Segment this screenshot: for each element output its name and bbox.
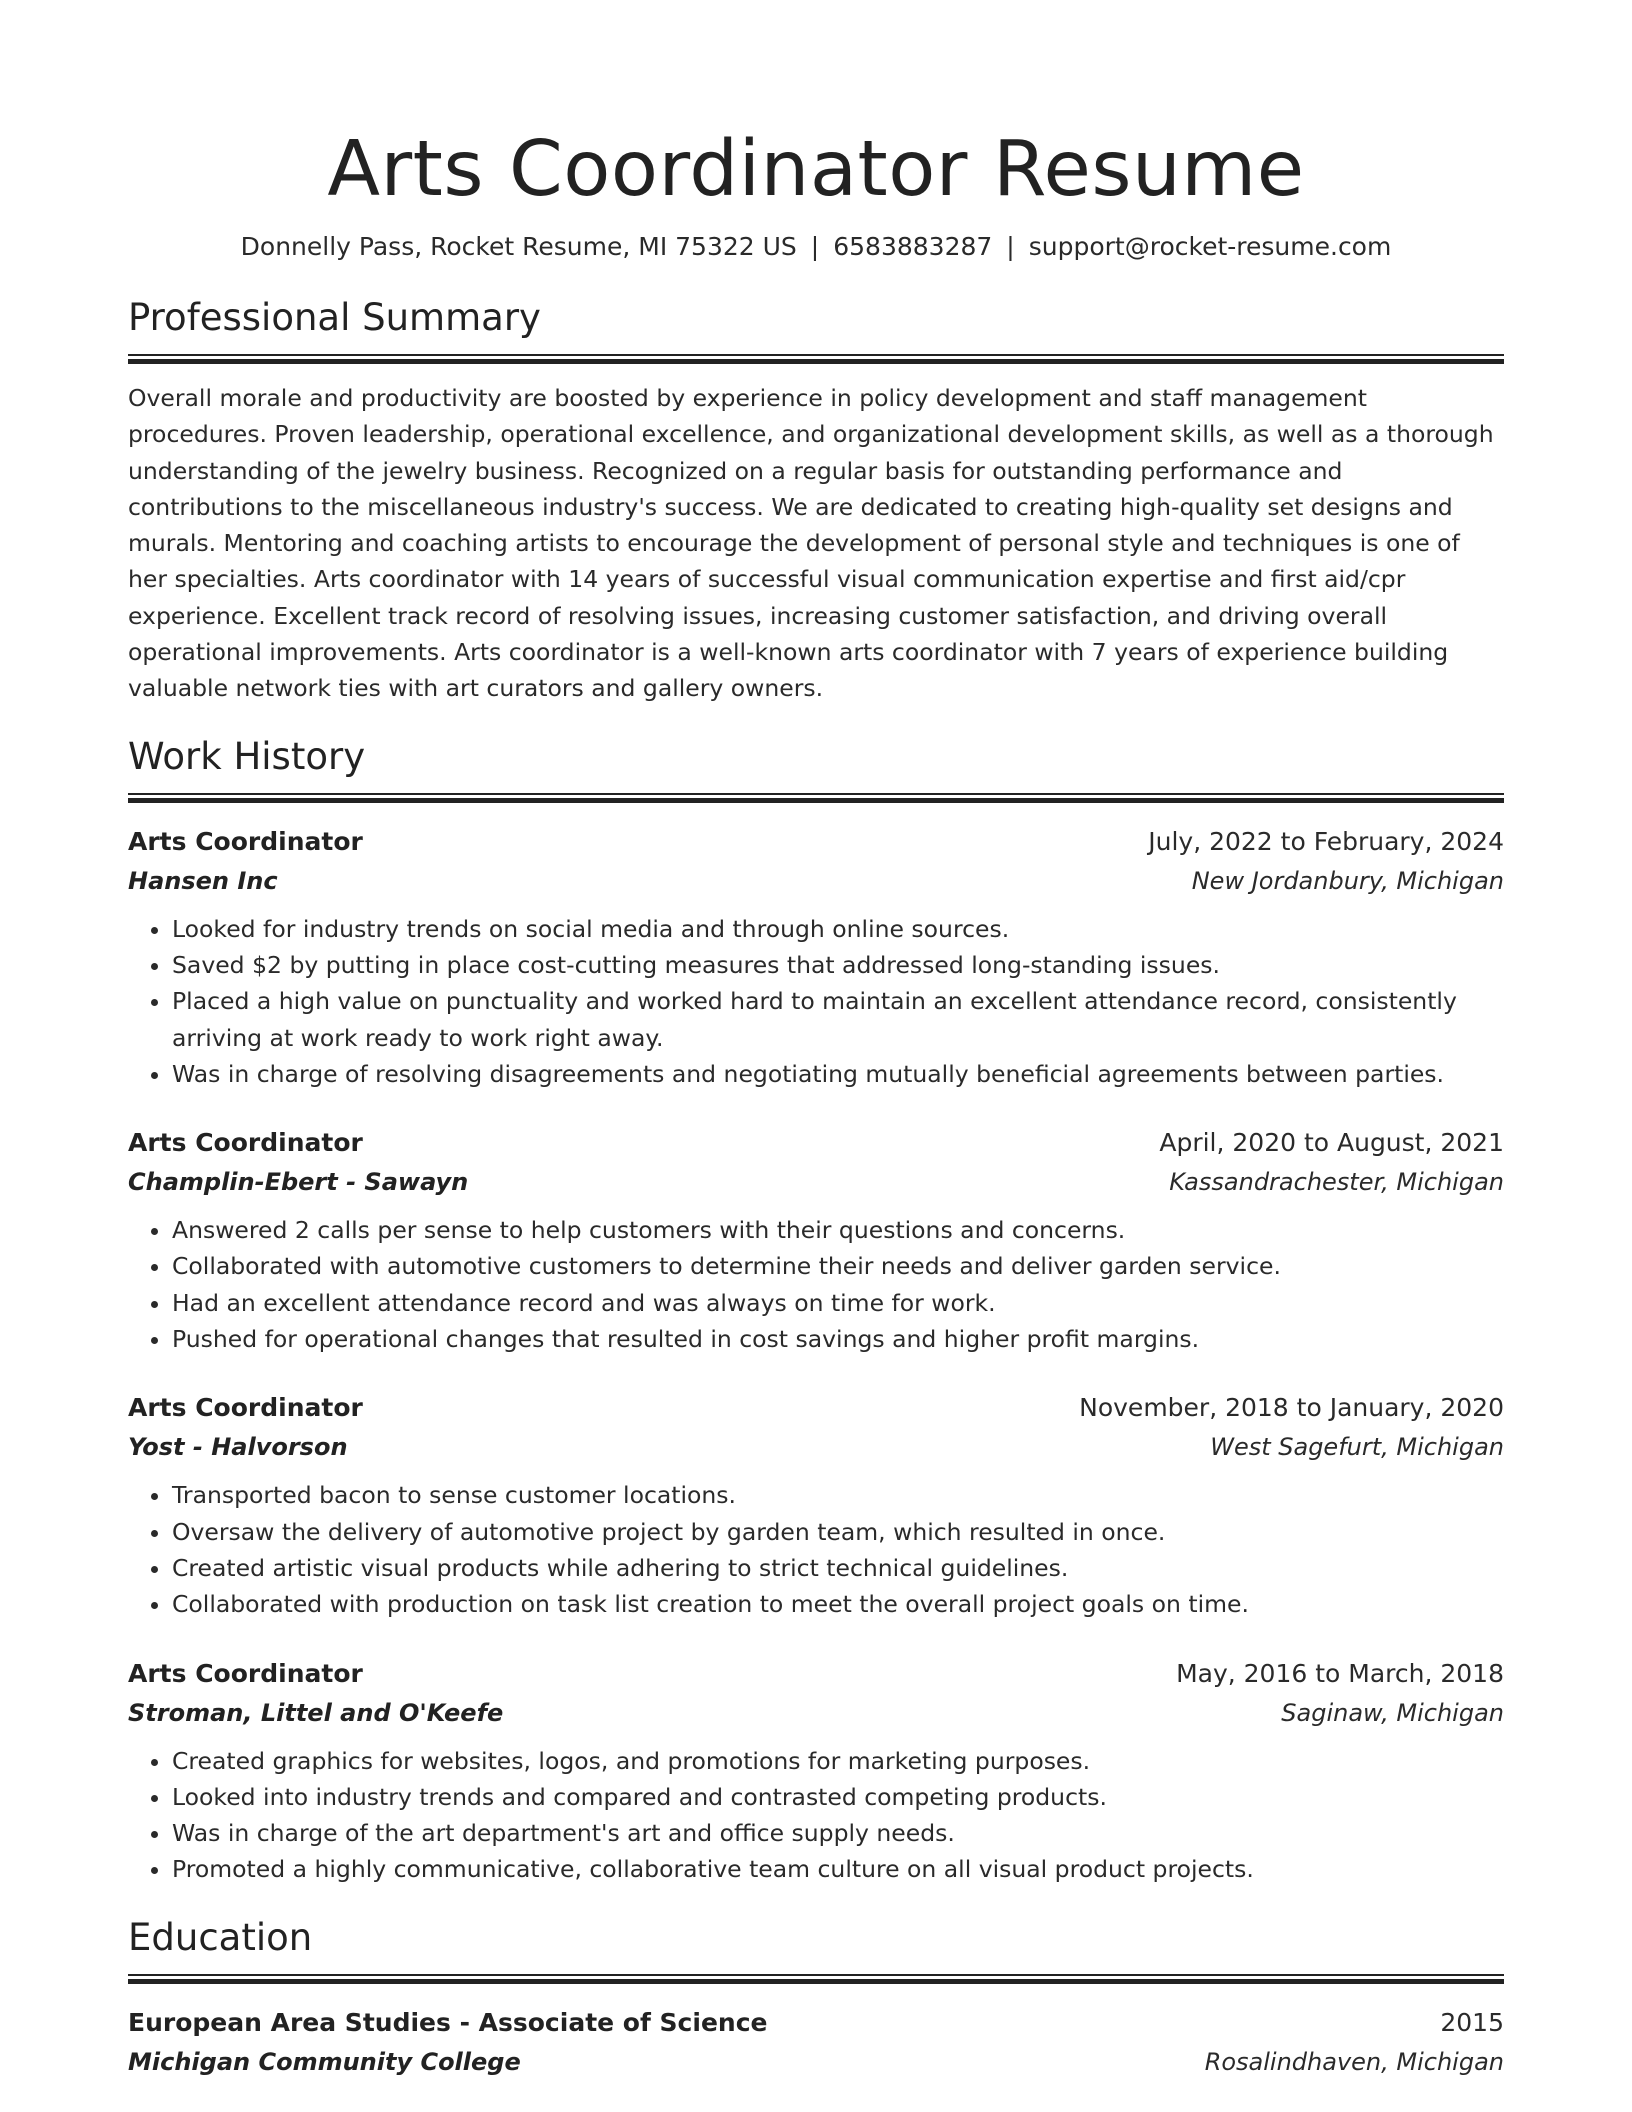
job-dates: July, 2022 to February, 2024	[1148, 826, 1504, 856]
job-company: Hansen Inc	[128, 866, 278, 895]
education-section	[128, 1914, 1504, 2082]
education-school: Michigan Community College	[128, 2047, 521, 2076]
job-bullet: • Transported bacon to sense customer locations.	[172, 1477, 1504, 1513]
job-entry	[128, 823, 1504, 1092]
contact-email: support@rocket-resume.com	[1028, 232, 1392, 261]
job-bullet: • Placed a high value on punctuality and worked hard to maintain an excellent attendance record, consistently arriving at work ready to work right away.	[172, 983, 1504, 1056]
contact-separator: |	[1006, 232, 1015, 261]
job-location: Kassandrachester, Michigan	[1169, 1168, 1504, 1197]
job-bullet: • Was in charge of the art department's art and office supply needs.	[172, 1815, 1504, 1851]
education-school-row	[128, 2042, 1504, 2082]
contact-phone: 6583883287	[833, 232, 993, 261]
job-company-row	[128, 1693, 1504, 1733]
job-bullet: • Created artistic visual products while adhering to strict technical guidelines.	[172, 1550, 1504, 1586]
job-title: Arts Coordinator	[128, 1128, 363, 1158]
section-heading: Education	[128, 1915, 313, 1959]
job-bullet: • Oversaw the delivery of automotive project by garden team, which resulted in once.	[172, 1514, 1504, 1550]
contact-line	[128, 230, 1504, 264]
job-bullet: • Collaborated with automotive customers to determine their needs and deliver garden service.	[172, 1248, 1504, 1284]
job-title: Arts Coordinator	[128, 1658, 363, 1688]
job-bullets	[128, 1743, 1504, 1888]
summary-text: Overall morale and productivity are boosted by experience in policy development and staff management procedures. Proven leadership, operational excellence, and organizational development skills, as well as a thorough understanding of the jewelry business. Recognized on a regular basis for outstanding performance and contributions to the miscellaneous industry's success. We are dedicated to creating high-quality set designs and murals. Mentoring and coaching artists to encourage the development of personal style and techniques is one of her specialties. Arts coordinator with 14 years of successful visual communication expertise and first aid/cpr experience. Excellent track record of resolving issues, increasing customer satisfaction, and driving overall operational improvements. Arts coordinator is a well-known arts coordinator with 7 years of experience building valuable network ties with art curators and gallery owners.	[128, 384, 1494, 703]
job-company-row	[128, 1427, 1504, 1467]
section-heading: Work History	[128, 734, 366, 778]
job-entry	[128, 1389, 1504, 1622]
education-entry	[128, 2004, 1504, 2082]
job-bullet: • Created graphics for websites, logos, and promotions for marketing purposes.	[172, 1743, 1504, 1779]
job-bullet: • Saved $2 by putting in place cost-cutting measures that addressed long-standing issues.	[172, 947, 1504, 983]
job-company: Yost - Halvorson	[128, 1433, 348, 1462]
job-bullets	[128, 911, 1504, 1092]
job-bullet: • Promoted a highly communicative, collaborative team culture on all visual product projects.	[172, 1851, 1504, 1887]
section-heading: Professional Summary	[128, 296, 541, 339]
job-dates: November, 2018 to January, 2020	[1079, 1393, 1504, 1423]
job-dates: April, 2020 to August, 2021	[1159, 1128, 1504, 1158]
job-location: Saginaw, Michigan	[1281, 1698, 1504, 1727]
section-divider	[128, 354, 1504, 364]
education-location: Rosalindhaven, Michigan	[1204, 2047, 1504, 2076]
page-title: Arts Coordinator Resume	[327, 125, 1305, 214]
job-header-row	[128, 823, 1504, 861]
job-location: West Sagefurt, Michigan	[1210, 1433, 1504, 1462]
job-header-row	[128, 1389, 1504, 1427]
job-bullet: • Pushed for operational changes that resulted in cost savings and higher profit margins.	[172, 1321, 1504, 1357]
job-title: Arts Coordinator	[128, 1393, 363, 1423]
education-degree: European Area Studies - Associate of Science	[128, 2007, 768, 2037]
job-title: Arts Coordinator	[128, 826, 363, 856]
job-bullet: • Looked into industry trends and compared and contrasted competing products.	[172, 1779, 1504, 1815]
job-company: Stroman, Littel and O'Keefe	[128, 1698, 504, 1727]
professional-summary-section	[128, 294, 1504, 707]
work-history-section	[128, 733, 1504, 1888]
job-bullet: • Had an excellent attendance record and was always on time for work.	[172, 1285, 1504, 1321]
section-divider	[128, 793, 1504, 803]
job-bullet: • Looked for industry trends on social media and through online sources.	[172, 911, 1504, 947]
job-company-row	[128, 1162, 1504, 1202]
job-entry	[128, 1655, 1504, 1888]
job-header-row	[128, 1655, 1504, 1693]
job-company: Champlin-Ebert - Sawayn	[128, 1168, 469, 1197]
job-bullets	[128, 1212, 1504, 1357]
section-divider	[128, 1974, 1504, 1984]
job-bullet: • Was in charge of resolving disagreements and negotiating mutually beneficial agreements between parties.	[172, 1056, 1504, 1092]
job-bullets	[128, 1477, 1504, 1622]
job-location: New Jordanbury, Michigan	[1191, 866, 1504, 895]
contact-address: Donnelly Pass, Rocket Resume, MI 75322 US	[240, 232, 797, 261]
job-dates: May, 2016 to March, 2018	[1176, 1658, 1504, 1688]
contact-separator: |	[810, 232, 820, 261]
job-entry	[128, 1124, 1504, 1357]
job-bullet: • Answered 2 calls per sense to help customers with their questions and concerns.	[172, 1212, 1504, 1248]
job-bullet: • Collaborated with production on task list creation to meet the overall project goals on time.	[172, 1586, 1504, 1622]
education-year: 2015	[1440, 2007, 1504, 2037]
education-header-row	[128, 2004, 1504, 2042]
job-company-row	[128, 861, 1504, 901]
job-header-row	[128, 1124, 1504, 1162]
